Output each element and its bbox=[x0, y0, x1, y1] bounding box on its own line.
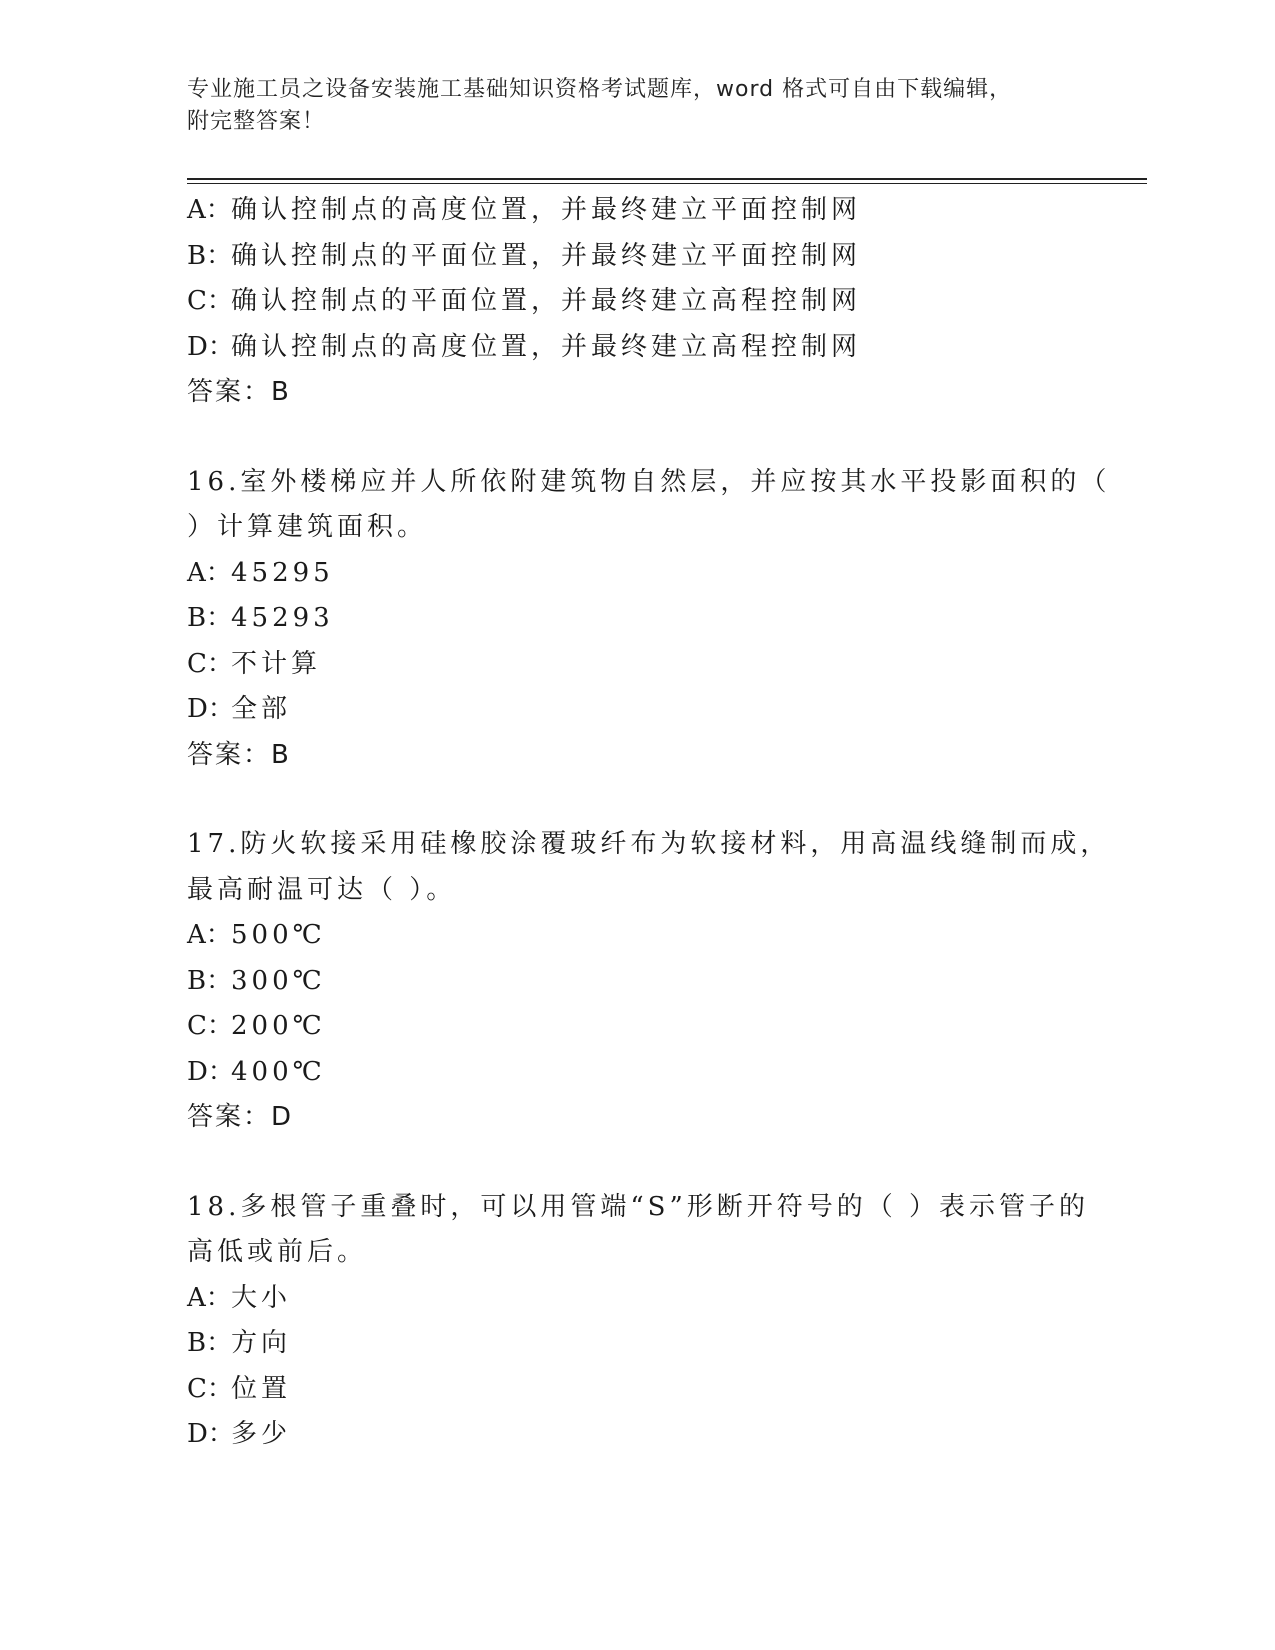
option-text: 大小 bbox=[231, 1282, 292, 1313]
option-d bbox=[187, 325, 1147, 371]
option-text: 45293 bbox=[231, 603, 334, 633]
question-16 bbox=[187, 460, 1147, 779]
option-letter: A： bbox=[187, 557, 232, 588]
option-letter: A： bbox=[187, 1282, 232, 1313]
spacer bbox=[187, 778, 1147, 822]
option-a bbox=[187, 1276, 1147, 1322]
option-letter: A： bbox=[187, 195, 232, 225]
spacer bbox=[187, 416, 1147, 460]
option-c bbox=[187, 1004, 1147, 1050]
option-text: 确认控制点的平面位置，并最终建立平面控制网 bbox=[231, 240, 862, 271]
option-letter: C： bbox=[187, 1011, 233, 1041]
question-stem-line-2: ）计算建筑面积。 bbox=[187, 512, 428, 542]
header-line-1: 专业施工员之设备安装施工基础知识资格考试题库，word 格式可自由下载编辑， bbox=[187, 77, 1013, 102]
question-stem-line-1: 16.室外楼梯应并人所依附建筑物自然层，并应按其水平投影面积的（ bbox=[187, 466, 1111, 497]
question-stem-line-1: 18.多根管子重叠时，可以用管端“S”形断开符号的（ ）表示管子的 bbox=[187, 1191, 1090, 1222]
option-b bbox=[187, 959, 1147, 1005]
question-18 bbox=[187, 1185, 1147, 1458]
question-15 bbox=[187, 188, 1147, 416]
question-list bbox=[187, 188, 1147, 1458]
question-stem-line-2: 最高耐温可达（ ）。 bbox=[187, 874, 457, 905]
answer-line: 答案：B bbox=[187, 377, 291, 407]
option-d bbox=[187, 1050, 1147, 1096]
option-d bbox=[187, 687, 1147, 733]
option-text: 300℃ bbox=[231, 965, 326, 996]
answer-line: 答案：D bbox=[187, 1102, 294, 1132]
option-b bbox=[187, 234, 1147, 280]
option-letter: B： bbox=[187, 1328, 233, 1358]
option-letter: D： bbox=[187, 694, 234, 724]
option-letter: D： bbox=[187, 331, 234, 362]
option-a bbox=[187, 551, 1147, 597]
option-letter: D： bbox=[187, 1056, 234, 1087]
option-text: 不计算 bbox=[231, 648, 322, 679]
option-text: 位置 bbox=[231, 1373, 292, 1404]
option-b bbox=[187, 1321, 1147, 1367]
header-divider bbox=[187, 178, 1147, 184]
option-letter: B： bbox=[187, 965, 233, 996]
option-letter: C： bbox=[187, 648, 233, 679]
option-text: 全部 bbox=[231, 694, 292, 724]
option-c bbox=[187, 1367, 1147, 1413]
option-text: 方向 bbox=[231, 1328, 292, 1358]
question-stem-line-1: 17.防火软接采用硅橡胶涂覆玻纤布为软接材料，用高温线缝制而成， bbox=[187, 829, 1111, 859]
option-text: 400℃ bbox=[231, 1056, 326, 1087]
option-text: 500℃ bbox=[231, 920, 326, 950]
option-text: 确认控制点的高度位置，并最终建立高程控制网 bbox=[231, 331, 862, 362]
option-letter: B： bbox=[187, 603, 233, 633]
option-d bbox=[187, 1412, 1147, 1458]
option-c bbox=[187, 279, 1147, 325]
option-text: 确认控制点的平面位置，并最终建立高程控制网 bbox=[231, 286, 862, 316]
option-b bbox=[187, 596, 1147, 642]
option-letter: C： bbox=[187, 286, 233, 316]
option-letter: A： bbox=[187, 920, 232, 950]
option-letter: C： bbox=[187, 1373, 233, 1404]
spacer bbox=[187, 1141, 1147, 1185]
option-letter: B： bbox=[187, 240, 233, 271]
option-a bbox=[187, 188, 1147, 234]
option-letter: D： bbox=[187, 1419, 234, 1449]
option-text: 多少 bbox=[231, 1419, 292, 1449]
option-c bbox=[187, 642, 1147, 688]
option-text: 45295 bbox=[231, 557, 334, 588]
question-17 bbox=[187, 822, 1147, 1141]
header-line-2: 附完整答案！ bbox=[187, 109, 326, 134]
option-text: 确认控制点的高度位置，并最终建立平面控制网 bbox=[231, 195, 862, 225]
option-a bbox=[187, 913, 1147, 959]
document-header bbox=[187, 74, 1067, 138]
option-text: 200℃ bbox=[231, 1011, 326, 1041]
answer-line: 答案：B bbox=[187, 739, 291, 770]
question-stem-line-2: 高低或前后。 bbox=[187, 1237, 368, 1267]
